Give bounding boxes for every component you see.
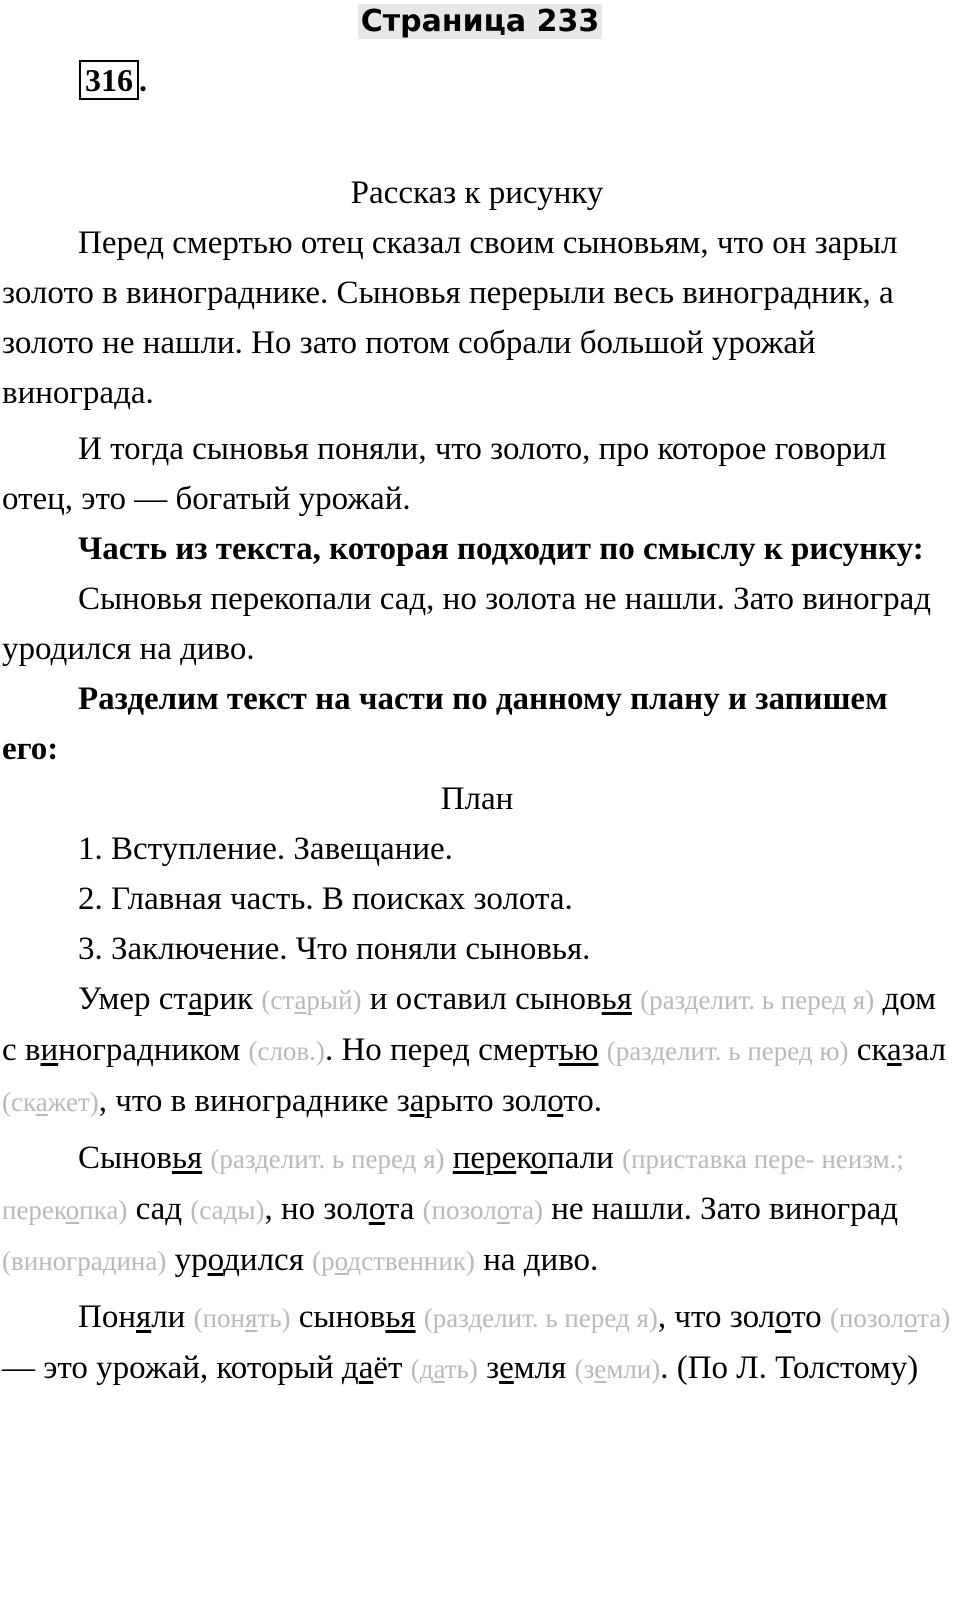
underlined-letter: д <box>223 1195 238 1225</box>
hint: (разделит. ь перед я) <box>210 1144 445 1174</box>
text-run: сынов <box>290 1299 386 1335</box>
text-run <box>416 1299 424 1335</box>
text-run: Сынов <box>78 1140 172 1176</box>
underlined-letter: о <box>530 1140 548 1176</box>
hint: (земли) <box>574 1354 661 1384</box>
underlined-letter: а <box>358 1350 374 1386</box>
plan-item-1: 1. Вступление. Завещание. <box>78 831 453 867</box>
hint: (сады) <box>190 1195 265 1225</box>
underlined-letter: а <box>294 985 307 1015</box>
text-run: , но зол <box>264 1191 369 1227</box>
text-run: ёт <box>373 1350 411 1386</box>
hint: (старый) <box>261 985 362 1015</box>
text-run: з <box>396 1083 410 1119</box>
hint: (дать) <box>410 1354 478 1384</box>
underlined-letter: д <box>881 1191 899 1227</box>
underlined-letter: о <box>547 1083 564 1119</box>
story-paragraph-1: Перед смертью отец сказал своим сыновьям, что он зарыл золото в винограднике. Сыновья перерыли весь виноградник, а золото не нашли. Но зато потом собрали большой урожай винограда. <box>2 225 898 411</box>
text-run: мля <box>513 1350 575 1386</box>
underlined-letter: о <box>334 1246 348 1276</box>
underlined-letter: а <box>409 1083 425 1119</box>
underlined-letter: о <box>65 1195 80 1225</box>
divide-heading: Разделим текст на части по данному плану и запишем его: <box>2 681 888 767</box>
annotated-paragraph-2 <box>2 1133 952 1286</box>
text-run: и оставил сынов <box>361 981 602 1017</box>
underlined-letter: е <box>594 1354 607 1384</box>
underlined-letter: а <box>35 1087 48 1117</box>
text-run: , что в винограднике <box>98 1083 397 1119</box>
hint: (разделит. ь перед я) <box>640 985 875 1015</box>
underlined-letter: о <box>496 1195 510 1225</box>
hint: (понять) <box>193 1303 291 1333</box>
task-number <box>79 62 147 99</box>
text-run: к <box>516 1140 531 1176</box>
plan-title: План <box>440 781 514 817</box>
hint: (позолота) <box>829 1303 951 1333</box>
underlined-letter: а <box>188 981 203 1017</box>
hint: (позолота) <box>422 1195 543 1225</box>
annotated-paragraph-3 <box>2 1292 952 1394</box>
text-run: Пон <box>78 1299 136 1335</box>
story-title: Рассказ к рисунку <box>350 175 604 211</box>
underlined-letter: ья <box>385 1299 416 1335</box>
underlined-letter: я <box>136 1299 152 1335</box>
task-number-box: 316 <box>79 60 139 100</box>
hint: (виноградина) <box>2 1246 167 1276</box>
plan-item-2: 2. Главная часть. В поисках золота. <box>78 881 573 917</box>
text-run: зал <box>901 1032 947 1068</box>
hint: (скажет) <box>2 1087 99 1117</box>
task-number-dot: . <box>139 62 147 98</box>
text-run: . Но перед смерт <box>324 1032 559 1068</box>
content <box>2 168 952 1394</box>
text-run <box>445 1140 453 1176</box>
text-run: рик <box>202 981 262 1017</box>
story-paragraph-2: И тогда сыновья поняли, что золото, про которое говорил отец, это — богатый урожай. <box>2 431 887 517</box>
underlined-letter: о <box>904 1303 918 1333</box>
hint: (разделит. ь перед я) <box>423 1303 658 1333</box>
part-text: Сыновья перекопали сад, но золота не нашли. Зато виноград уродился на диво. <box>2 581 932 667</box>
text-run: та <box>384 1191 423 1227</box>
text-run: то <box>791 1299 830 1335</box>
underlined-letter: ья <box>171 1140 203 1176</box>
text-run: . (По Л. Толстому) <box>660 1350 919 1386</box>
text-run: на диво. <box>474 1242 599 1278</box>
hint: (приставка пере- неизм.; перекопка) <box>2 1144 904 1225</box>
part-heading: Часть из текста, которая подходит по смыслу к рисунку: <box>78 531 924 567</box>
text-run: то. <box>563 1083 603 1119</box>
annotated-paragraph-1 <box>2 974 952 1127</box>
underlined-letter: ью <box>558 1032 599 1068</box>
underlined-letter: а <box>886 1032 902 1068</box>
underlined-letter: о <box>207 1242 224 1278</box>
hint: (слов.) <box>248 1036 325 1066</box>
text-run: рыто зол <box>424 1083 548 1119</box>
page-label: Страница 233 <box>358 4 602 39</box>
underlined-prefix: пере <box>452 1140 517 1176</box>
text-run: ли <box>151 1299 194 1335</box>
text-run: ноградником <box>58 1032 249 1068</box>
text-run: са <box>127 1191 166 1227</box>
underlined-letter: о <box>775 1299 792 1335</box>
underlined-letter: а <box>433 1354 445 1384</box>
underlined-letter: д <box>102 1246 117 1276</box>
text-run: пали <box>547 1140 623 1176</box>
hint: (родственник) <box>312 1246 475 1276</box>
underlined-letter: ья <box>601 981 632 1017</box>
page-header <box>0 4 960 39</box>
text-run: ур <box>166 1242 208 1278</box>
text-run: Умер ст <box>78 981 189 1017</box>
hint: (разделит. ь перед ю) <box>606 1036 849 1066</box>
text-run <box>632 981 640 1017</box>
text-run <box>598 1032 606 1068</box>
text-run: не нашли. Зато виногра <box>542 1191 882 1227</box>
text-run: , что зол <box>657 1299 776 1335</box>
text-run: з <box>477 1350 500 1386</box>
underlined-letter: е <box>499 1350 514 1386</box>
text-run: ск <box>848 1032 887 1068</box>
text-run: дился <box>223 1242 313 1278</box>
plan-item-3: 3. Заключение. Что поняли сыновья. <box>78 931 591 967</box>
underlined-letter: д <box>165 1191 183 1227</box>
underlined-letter: я <box>244 1303 258 1333</box>
underlined-letter: о <box>368 1191 385 1227</box>
text-run: дом с в <box>2 981 937 1068</box>
text-run: — это урожай, который д <box>2 1350 359 1386</box>
underlined-letter: и <box>40 1032 59 1068</box>
